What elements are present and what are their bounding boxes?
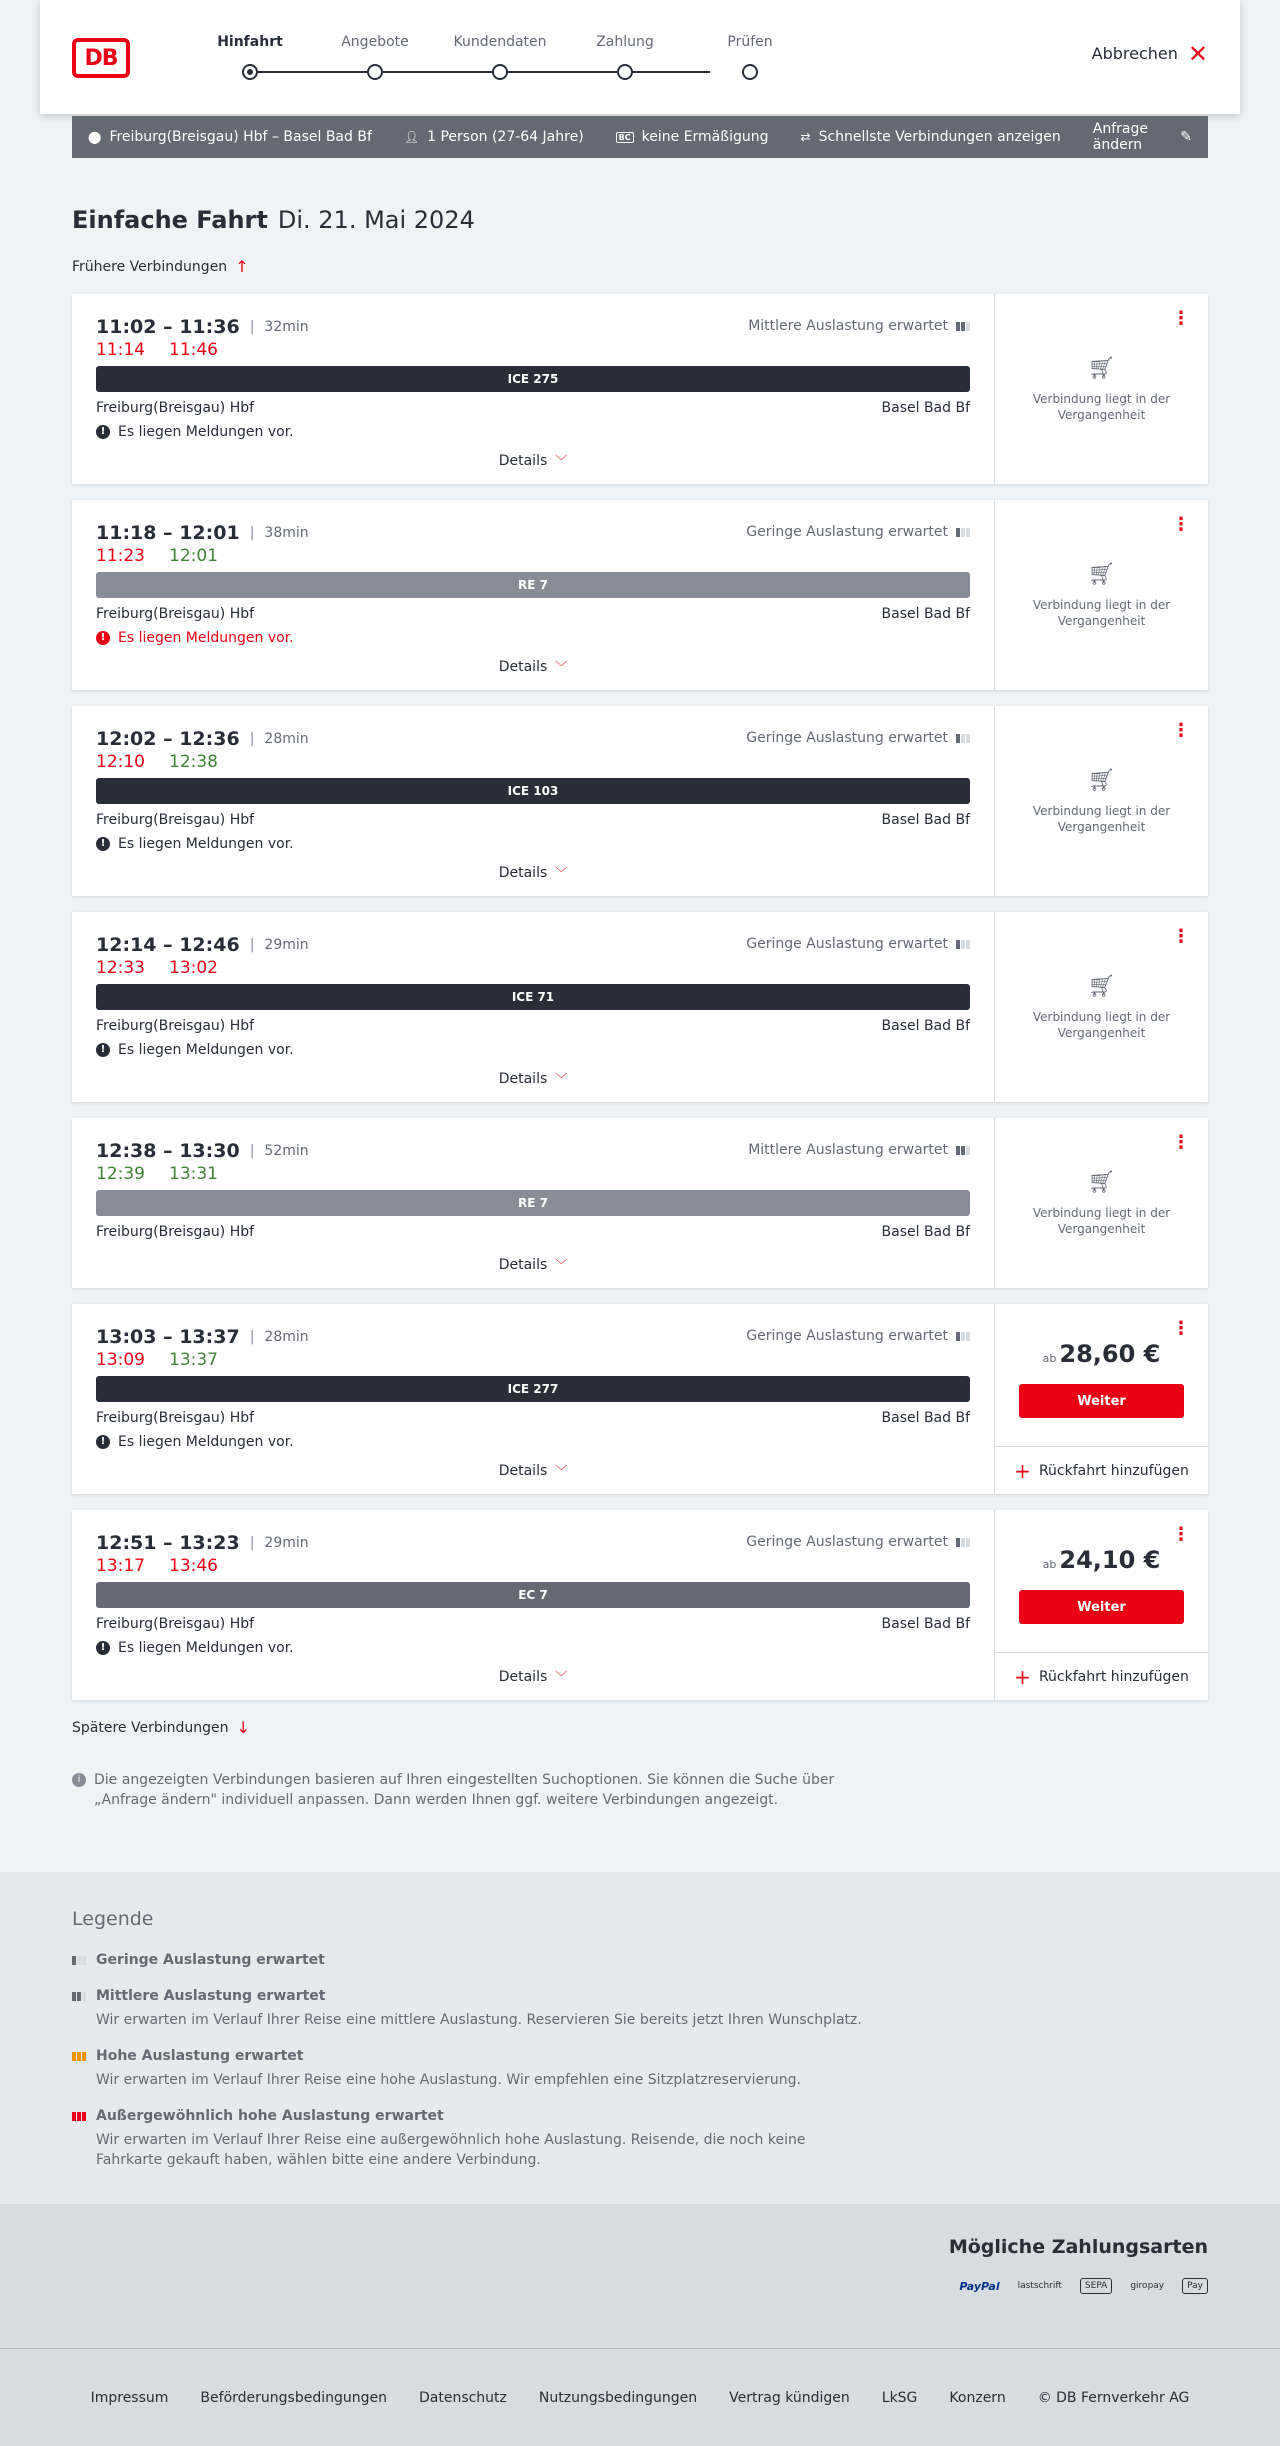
train-bar[interactable]: EC 7	[96, 1582, 970, 1608]
step-dot	[617, 64, 633, 80]
details-toggle[interactable]	[72, 1256, 994, 1273]
stations	[96, 1018, 970, 1034]
train-bar[interactable]: RE 7	[96, 572, 970, 598]
sepa-icon: SEPA	[1080, 2278, 1112, 2294]
connection-card[interactable]	[72, 1304, 1208, 1494]
arrival-station: Basel Bad Bf	[881, 1224, 970, 1240]
legend-item-medium	[72, 1988, 872, 2030]
planned-times: 11:02 – 11:36	[96, 316, 240, 338]
arrival-station: Basel Bad Bf	[881, 1410, 970, 1426]
query-route-text: Freiburg(Breisgau) Hbf – Basel Bad Bf	[109, 129, 372, 145]
occupancy-low-icon	[72, 1956, 88, 1965]
later-connections-label: Spätere Verbindungen	[72, 1719, 229, 1736]
arrival-station: Basel Bad Bf	[881, 400, 970, 416]
connection-times	[96, 1532, 309, 1554]
connection-offer	[994, 1304, 1208, 1494]
plus-icon: +	[1014, 1458, 1031, 1483]
realtime-arrival: 12:38	[169, 752, 218, 772]
planned-times: 12:38 – 13:30	[96, 1140, 240, 1162]
paypal-icon: PayPal	[959, 2279, 1000, 2293]
occupancy-indicator	[746, 730, 970, 746]
notice-message	[96, 424, 294, 440]
add-return-trip-label: Rückfahrt hinzufügen	[1038, 1668, 1189, 1685]
legend-section	[0, 1872, 1280, 2204]
payment-title: Mögliche Zahlungsarten	[948, 2236, 1208, 2258]
occupancy-indicator	[746, 1328, 970, 1344]
cart-disabled-icon: 🛒︎	[1087, 974, 1116, 999]
step-label: Angebote	[341, 34, 409, 50]
legend-title: Legende	[72, 1908, 154, 1930]
chevron-down-icon: ﹀	[555, 454, 568, 468]
occupancy-indicator	[748, 1142, 970, 1158]
legend-item-low	[72, 1952, 872, 1968]
departure-station: Freiburg(Breisgau) Hbf	[96, 606, 255, 622]
step-label: Hinfahrt	[217, 34, 283, 50]
stations	[96, 812, 970, 828]
trip-date: Di. 21. Mai 2024	[277, 206, 475, 234]
departure-station: Freiburg(Breisgau) Hbf	[96, 1224, 255, 1240]
notice-message	[96, 630, 294, 646]
legend-item-desc: Wir erwarten im Verlauf Ihrer Reise eine mittlere Auslastung. Reservieren Sie bereits jetzt Ihren Wunschplatz.	[96, 2012, 862, 2028]
occupancy-icon	[956, 1332, 970, 1341]
connection-card[interactable]	[72, 294, 1208, 484]
connection-card[interactable]	[72, 912, 1208, 1102]
legend-item-desc: Wir erwarten im Verlauf Ihrer Reise eine hohe Auslastung. Wir empfehlen eine Sitzplatzreservierung.	[96, 2072, 801, 2088]
chevron-down-icon: ﹀	[555, 660, 568, 674]
stations	[96, 400, 970, 416]
connection-info	[72, 1510, 994, 1700]
trip-type: Einfache Fahrt	[72, 206, 268, 234]
realtime-times	[96, 752, 218, 772]
realtime-departure: 11:23	[96, 546, 145, 566]
connection-times	[96, 522, 309, 544]
page-title	[72, 206, 475, 234]
more-options-icon[interactable]: ⋮	[1172, 1524, 1190, 1545]
realtime-times	[96, 340, 218, 360]
realtime-times	[96, 958, 218, 978]
chevron-down-icon: ﹀	[555, 1258, 568, 1272]
train-bar[interactable]: ICE 103	[96, 778, 970, 804]
notice-text: Es liegen Meldungen vor.	[118, 1434, 294, 1450]
separator: |	[249, 1535, 255, 1551]
past-connection-notice	[995, 974, 1208, 1041]
train-bar[interactable]: ICE 71	[96, 984, 970, 1010]
alert-icon: !	[96, 631, 110, 645]
separator: |	[249, 1329, 255, 1345]
lastschrift-icon: lastschrift	[1017, 2281, 1062, 2291]
price	[995, 1546, 1208, 1574]
connection-info	[72, 706, 994, 896]
realtime-arrival: 13:37	[169, 1350, 218, 1370]
continue-button[interactable]: Weiter	[1019, 1590, 1184, 1624]
realtime-times	[96, 1350, 218, 1370]
query-discount	[616, 129, 769, 145]
past-connection-notice	[995, 768, 1208, 835]
chevron-down-icon: ﹀	[555, 1670, 568, 1684]
alert-icon: !	[96, 1043, 110, 1057]
arrival-station: Basel Bad Bf	[881, 812, 970, 828]
connection-offer	[994, 1118, 1208, 1288]
legend-item-desc: Wir erwarten im Verlauf Ihrer Reise eine außergewöhnlich hohe Auslastung. Reisende, die noch keine Fahrkarte gekauft haben, wählen bitte eine andere Verbindung.	[96, 2132, 806, 2168]
arrival-station: Basel Bad Bf	[881, 1616, 970, 1632]
train-bar[interactable]: ICE 277	[96, 1376, 970, 1402]
apple-pay-icon: Pay	[1182, 2278, 1208, 2294]
connection-offer	[994, 1510, 1208, 1700]
connection-times	[96, 728, 309, 750]
connection-info	[72, 912, 994, 1102]
notice-message	[96, 836, 294, 852]
footer-link-lksg[interactable]: LkSG	[881, 2389, 918, 2406]
step-dot	[742, 64, 758, 80]
realtime-arrival: 12:01	[169, 546, 218, 566]
departure-station: Freiburg(Breisgau) Hbf	[96, 1410, 255, 1426]
giropay-icon: giropay	[1130, 2281, 1165, 2291]
footer-link-konzern[interactable]: Konzern	[949, 2389, 1006, 2406]
realtime-departure: 13:09	[96, 1350, 145, 1370]
stations	[96, 1224, 970, 1240]
occupancy-icon	[956, 1538, 970, 1547]
occupancy-text: Geringe Auslastung erwartet	[746, 936, 948, 952]
duration: 32min	[264, 319, 309, 335]
alert-icon: !	[96, 837, 110, 851]
price-value: 24,10 €	[1059, 1546, 1161, 1574]
bahncard-icon: BC	[616, 132, 634, 143]
planned-times: 12:02 – 12:36	[96, 728, 240, 750]
query-persons	[404, 129, 584, 145]
footer-copyright: © DB Fernverkehr AG	[1037, 2389, 1190, 2406]
arrival-station: Basel Bad Bf	[881, 606, 970, 622]
connection-info	[72, 294, 994, 484]
occupancy-high-icon	[72, 2052, 88, 2061]
pencil-icon: ✎	[1180, 129, 1192, 145]
past-connection-text: Verbindung liegt in der Vergangenheit	[1032, 1010, 1171, 1040]
duration: 29min	[264, 1535, 309, 1551]
planned-times: 12:14 – 12:46	[96, 934, 240, 956]
separator: |	[249, 1143, 255, 1159]
departure-station: Freiburg(Breisgau) Hbf	[96, 1616, 255, 1632]
details-label: Details	[498, 453, 548, 469]
occupancy-icon	[956, 940, 970, 949]
connection-card[interactable]	[72, 1118, 1208, 1288]
progress-steps	[210, 34, 773, 94]
chevron-down-icon: ﹀	[555, 1464, 568, 1478]
person-icon: 👤︎	[403, 130, 420, 144]
chevron-down-icon: ﹀	[555, 1072, 568, 1086]
planned-times: 12:51 – 13:23	[96, 1532, 240, 1554]
details-toggle[interactable]	[72, 1668, 994, 1685]
realtime-arrival: 13:02	[169, 958, 218, 978]
alert-icon: !	[96, 1435, 110, 1449]
train-bar[interactable]: ICE 275	[96, 366, 970, 392]
occupancy-icon	[956, 322, 970, 331]
planned-times: 13:03 – 13:37	[96, 1326, 240, 1348]
close-icon: ✕	[1187, 39, 1208, 68]
db-logo[interactable]: DB	[72, 38, 130, 78]
realtime-arrival: 11:46	[169, 340, 218, 360]
step-label: Zahlung	[596, 34, 654, 50]
notice-text: Es liegen Meldungen vor.	[118, 1640, 294, 1656]
past-connection-text: Verbindung liegt in der Vergangenheit	[1032, 598, 1171, 628]
past-connection-text: Verbindung liegt in der Vergangenheit	[1032, 1206, 1171, 1236]
departure-station: Freiburg(Breisgau) Hbf	[96, 812, 255, 828]
swap-arrows-icon: ⇄	[800, 130, 811, 144]
cart-disabled-icon: 🛒︎	[1087, 1170, 1116, 1195]
arrival-station: Basel Bad Bf	[881, 1018, 970, 1034]
duration: 29min	[264, 937, 309, 953]
past-connection-text: Verbindung liegt in der Vergangenheit	[1032, 392, 1171, 422]
details-label: Details	[498, 865, 548, 881]
realtime-departure: 12:33	[96, 958, 145, 978]
chevron-down-icon: ﹀	[555, 866, 568, 880]
connection-offer	[994, 500, 1208, 690]
more-options-icon[interactable]: ⋮	[1172, 1132, 1190, 1153]
footer-link-vertrag-kuendigen[interactable]: Vertrag kündigen	[729, 2389, 850, 2406]
separator: |	[249, 525, 255, 541]
realtime-departure: 13:17	[96, 1556, 145, 1576]
cart-disabled-icon: 🛒︎	[1087, 768, 1116, 793]
more-options-icon[interactable]: ⋮	[1172, 1318, 1190, 1339]
occupancy-indicator	[748, 318, 970, 334]
realtime-departure: 12:39	[96, 1164, 145, 1184]
connection-card[interactable]	[72, 706, 1208, 896]
past-connection-notice	[995, 1170, 1208, 1237]
notice-text: Es liegen Meldungen vor.	[118, 630, 294, 646]
step-zahlung	[565, 34, 685, 80]
connection-times	[96, 1326, 309, 1348]
footer-link-befoerderungsbedingungen[interactable]: Beförderungsbedingungen	[200, 2389, 387, 2406]
occupancy-text: Geringe Auslastung erwartet	[746, 1534, 948, 1550]
duration: 28min	[264, 731, 309, 747]
info-icon: i	[72, 1773, 86, 1787]
past-connection-notice	[995, 562, 1208, 629]
query-persons-text: 1 Person (27-64 Jahre)	[427, 129, 584, 145]
stations	[96, 1410, 970, 1426]
realtime-times	[96, 546, 218, 566]
plus-icon: +	[1014, 1664, 1031, 1689]
alert-icon: !	[96, 425, 110, 439]
query-fastest	[801, 129, 1061, 145]
duration: 38min	[264, 525, 309, 541]
footer	[0, 2348, 1280, 2446]
occupancy-icon	[956, 734, 970, 743]
legend-item-title: Hohe Auslastung erwartet	[96, 2048, 304, 2064]
occupancy-extreme-icon	[72, 2112, 88, 2121]
realtime-departure: 11:14	[96, 340, 145, 360]
earlier-connections-link[interactable]	[72, 257, 249, 276]
occupancy-indicator	[746, 1534, 970, 1550]
price-prefix: ab	[1042, 1352, 1057, 1365]
more-options-icon[interactable]: ⋮	[1172, 308, 1190, 329]
header	[40, 0, 1240, 114]
footer-link-datenschutz[interactable]: Datenschutz	[418, 2389, 507, 2406]
occupancy-icon	[956, 1146, 970, 1155]
payment-section	[0, 2204, 1280, 2348]
cart-disabled-icon: 🛒︎	[1087, 562, 1116, 587]
arrow-up-icon: ↑	[235, 257, 249, 276]
occupancy-text: Geringe Auslastung erwartet	[746, 730, 948, 746]
occupancy-text: Geringe Auslastung erwartet	[746, 524, 948, 540]
add-return-trip-button[interactable]	[995, 1446, 1208, 1494]
more-options-icon[interactable]: ⋮	[1172, 720, 1190, 741]
separator: |	[249, 319, 255, 335]
connection-info	[72, 1304, 994, 1494]
departure-station: Freiburg(Breisgau) Hbf	[96, 1018, 255, 1034]
earlier-connections-label: Frühere Verbindungen	[72, 258, 228, 275]
notice-message	[96, 1640, 294, 1656]
legend-item-title: Geringe Auslastung erwartet	[96, 1952, 325, 1968]
connection-info	[72, 1118, 994, 1288]
step-angebote	[315, 34, 435, 80]
connection-card[interactable]	[72, 500, 1208, 690]
details-label: Details	[498, 1669, 548, 1685]
separator: |	[249, 731, 255, 747]
step-pruefen	[690, 34, 810, 80]
step-kundendaten	[440, 34, 560, 80]
change-query-label: Anfrage ändern	[1092, 121, 1148, 153]
details-toggle[interactable]	[72, 1462, 994, 1479]
connection-offer	[994, 912, 1208, 1102]
legend-item-title: Mittlere Auslastung erwartet	[96, 1988, 326, 2004]
details-toggle[interactable]	[72, 452, 994, 469]
occupancy-medium-icon	[72, 1992, 88, 2001]
step-dot	[367, 64, 383, 80]
train-bar[interactable]: RE 7	[96, 1190, 970, 1216]
realtime-arrival: 13:46	[169, 1556, 218, 1576]
occupancy-text: Geringe Auslastung erwartet	[746, 1328, 948, 1344]
duration: 52min	[264, 1143, 309, 1159]
details-label: Details	[498, 1071, 548, 1087]
more-options-icon[interactable]: ⋮	[1172, 926, 1190, 947]
step-label: Prüfen	[727, 34, 773, 50]
query-discount-text: keine Ermäßigung	[641, 129, 769, 145]
query-summary-bar	[72, 116, 1208, 158]
duration: 28min	[264, 1329, 309, 1345]
search-info-text: Die angezeigten Verbindungen basieren auf Ihren eingestellten Suchoptionen. Sie können die Suche über „Anfrage ändern" individuell anpassen. Dann werden Ihnen ggf. weitere Verbindungen angezeigt.	[94, 1772, 835, 1808]
cart-disabled-icon: 🛒︎	[1087, 356, 1116, 381]
details-label: Details	[498, 1463, 548, 1479]
stations	[96, 1616, 970, 1632]
connection-info	[72, 500, 994, 690]
step-dot	[492, 64, 508, 80]
occupancy-text: Mittlere Auslastung erwartet	[748, 318, 948, 334]
location-pin-icon: ⬤	[88, 130, 102, 144]
past-connection-text: Verbindung liegt in der Vergangenheit	[1032, 804, 1171, 834]
search-info	[72, 1770, 852, 1810]
planned-times: 11:18 – 12:01	[96, 522, 240, 544]
add-return-trip-button[interactable]	[995, 1652, 1208, 1700]
cancel-label: Abbrechen	[1091, 44, 1178, 63]
realtime-times	[96, 1164, 218, 1184]
connection-offer	[994, 706, 1208, 896]
price-value: 28,60 €	[1059, 1340, 1161, 1368]
connection-times	[96, 1140, 309, 1162]
past-connection-notice	[995, 356, 1208, 423]
footer-link-impressum[interactable]: Impressum	[90, 2389, 169, 2406]
more-options-icon[interactable]: ⋮	[1172, 514, 1190, 535]
occupancy-indicator	[746, 524, 970, 540]
continue-button[interactable]: Weiter	[1019, 1384, 1184, 1418]
step-dot	[242, 64, 258, 80]
realtime-arrival: 13:31	[169, 1164, 218, 1184]
cancel-button[interactable]	[1091, 39, 1208, 68]
notice-message	[96, 1042, 294, 1058]
details-toggle[interactable]	[72, 1070, 994, 1087]
change-query-button[interactable]	[1093, 121, 1192, 153]
payment-methods	[959, 2278, 1208, 2294]
price	[995, 1340, 1208, 1368]
details-label: Details	[498, 1257, 548, 1273]
connection-offer	[994, 294, 1208, 484]
query-route	[88, 129, 372, 145]
separator: |	[249, 937, 255, 953]
departure-station: Freiburg(Breisgau) Hbf	[96, 400, 255, 416]
realtime-times	[96, 1556, 218, 1576]
legend-item-extreme	[72, 2108, 872, 2170]
connection-times	[96, 316, 309, 338]
notice-text: Es liegen Meldungen vor.	[118, 1042, 294, 1058]
details-label: Details	[498, 659, 548, 675]
arrow-down-icon: ↓	[236, 1718, 250, 1737]
notice-text: Es liegen Meldungen vor.	[118, 836, 294, 852]
connection-times	[96, 934, 309, 956]
connection-card[interactable]	[72, 1510, 1208, 1700]
occupancy-indicator	[746, 936, 970, 952]
footer-link-nutzungsbedingungen[interactable]: Nutzungsbedingungen	[538, 2389, 698, 2406]
notice-text: Es liegen Meldungen vor.	[118, 424, 294, 440]
alert-icon: !	[96, 1641, 110, 1655]
legend-item-high	[72, 2048, 872, 2090]
details-toggle[interactable]	[72, 864, 994, 881]
stations	[96, 606, 970, 622]
legend-item-title: Außergewöhnlich hohe Auslastung erwartet	[96, 2108, 444, 2124]
add-return-trip-label: Rückfahrt hinzufügen	[1038, 1462, 1189, 1479]
later-connections-link[interactable]	[72, 1718, 250, 1737]
occupancy-text: Mittlere Auslastung erwartet	[748, 1142, 948, 1158]
occupancy-icon	[956, 528, 970, 537]
query-fastest-text: Schnellste Verbindungen anzeigen	[818, 129, 1061, 145]
realtime-departure: 12:10	[96, 752, 145, 772]
step-hinfahrt	[190, 34, 310, 80]
details-toggle[interactable]	[72, 658, 994, 675]
step-label: Kundendaten	[453, 34, 547, 50]
price-prefix: ab	[1042, 1558, 1057, 1571]
notice-message	[96, 1434, 294, 1450]
